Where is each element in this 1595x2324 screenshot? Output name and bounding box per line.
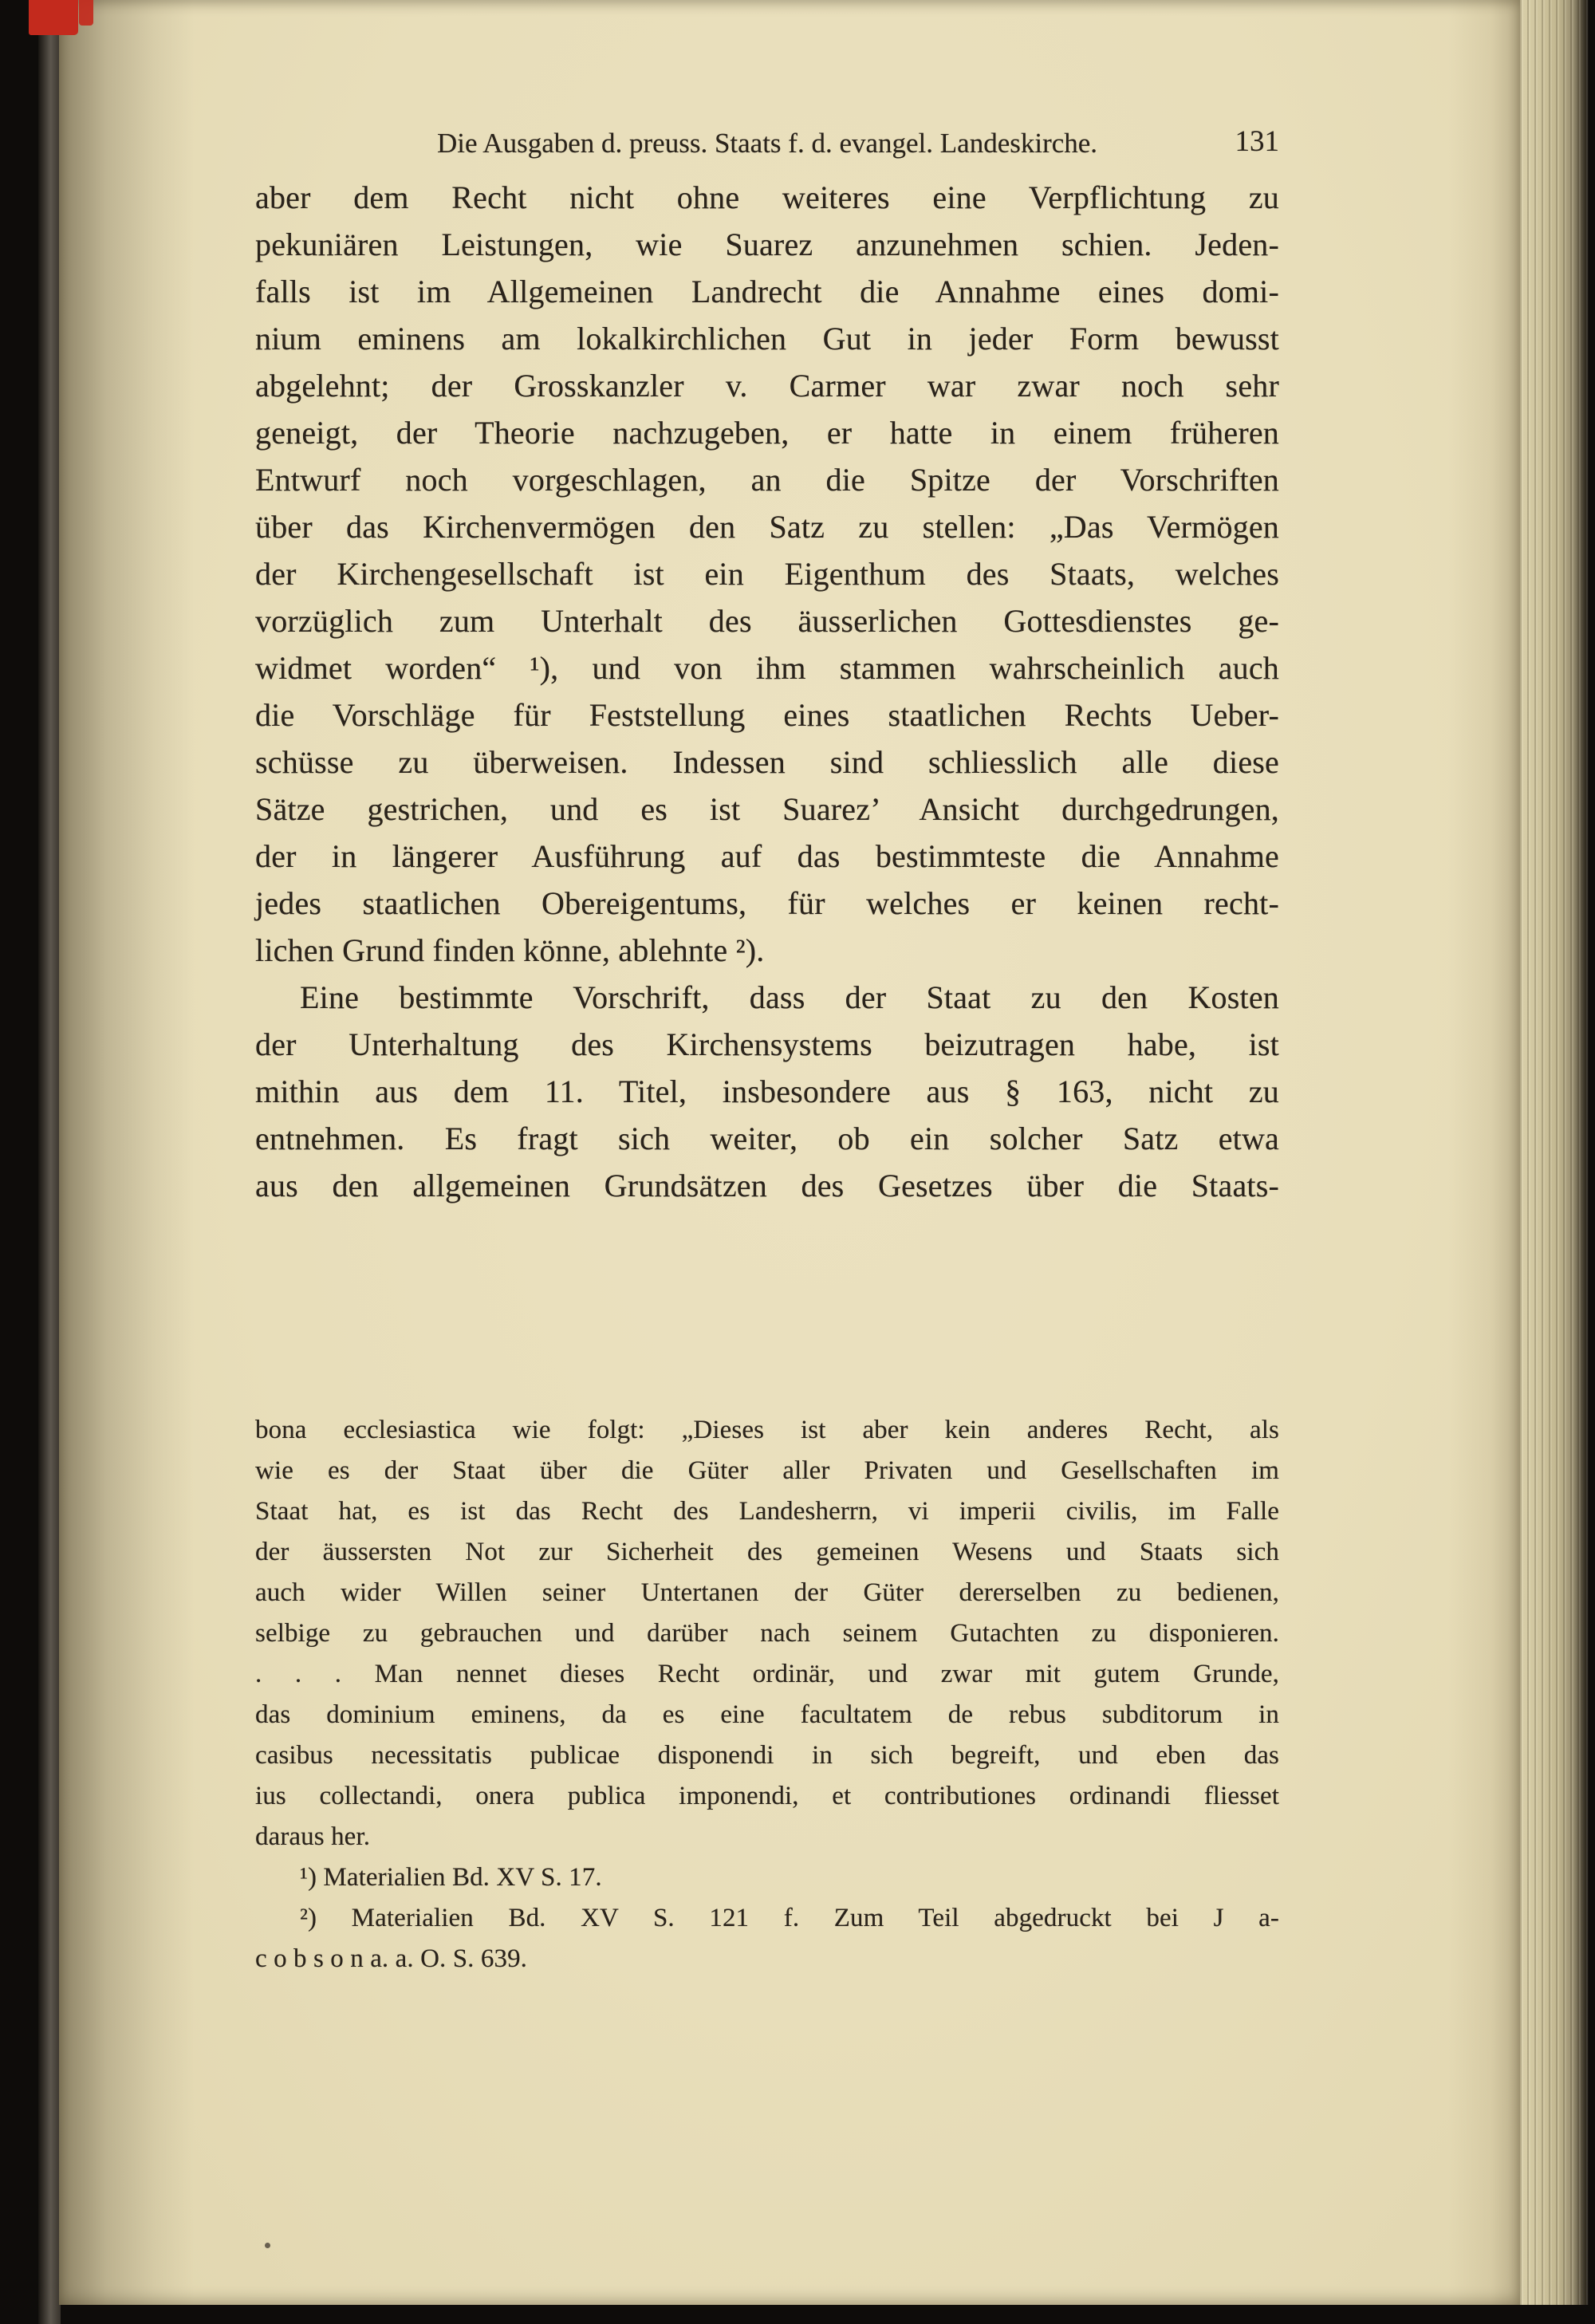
running-header bbox=[255, 126, 1279, 163]
text-line: jedes staatlichen Obereigentums, für welches er keinen recht- bbox=[255, 885, 1279, 921]
text-line: schüsse zu überweisen. Indessen sind schliesslich alle diese bbox=[255, 744, 1279, 780]
text-line: über das Kirchenvermögen den Satz zu stellen: „Das Vermögen bbox=[255, 509, 1279, 545]
text-line: Staat hat, es ist das Recht des Landesherrn, vi imperii civilis, im Falle bbox=[255, 1497, 1279, 1526]
text-line: wie es der Staat über die Güter aller Privaten und Gesellschaften im bbox=[255, 1456, 1279, 1485]
text-line: der Kirchengesellschaft ist ein Eigenthum des Staats, welches bbox=[255, 556, 1279, 592]
red-marker bbox=[29, 0, 78, 35]
text-line: das dominium eminens, da es eine facultatem de rebus subditorum in bbox=[255, 1700, 1279, 1729]
text-line: falls ist im Allgemeinen Landrecht die Annahme eines domi- bbox=[255, 274, 1279, 309]
text-line: lichen Grund finden könne, ablehnte ²). bbox=[255, 932, 765, 968]
text-line: pekuniären Leistungen, wie Suarez anzunehmen schien. Jeden- bbox=[255, 226, 1279, 262]
text-line: Sätze gestrichen, und es ist Suarez’ Ansicht durchgedrungen, bbox=[255, 791, 1279, 827]
text-line: abgelehnt; der Grosskanzler v. Carmer war zwar noch sehr bbox=[255, 368, 1279, 404]
text-line: Eine bestimmte Vorschrift, dass der Staat zu den Kosten bbox=[300, 979, 1279, 1015]
text-line: aber dem Recht nicht ohne weiteres eine Verpflichtung zu bbox=[255, 179, 1279, 215]
text-line: nium eminens am lokalkirchlichen Gut in jeder Form bewusst bbox=[255, 321, 1279, 356]
text-line: der in längerer Ausführung auf das bestimmteste die Annahme bbox=[255, 838, 1279, 874]
text-line: bona ecclesiastica wie folgt: „Dieses ist aber kein anderes Recht, als bbox=[255, 1416, 1279, 1444]
text-line: casibus necessitatis publicae disponendi in sich begreift, und eben das bbox=[255, 1741, 1279, 1770]
page-curve-shadow bbox=[1448, 0, 1520, 2305]
text-line: ¹) Materialien Bd. XV S. 17. bbox=[300, 1863, 602, 1892]
text-line: auch wider Willen seiner Untertanen der Güter dererselben zu bedienen, bbox=[255, 1578, 1279, 1607]
text-line: vorzüglich zum Unterhalt des äusserlichen Gottesdienstes ge- bbox=[255, 603, 1279, 639]
text-line: die Vorschläge für Feststellung eines staatlichen Rechts Ueber- bbox=[255, 697, 1279, 733]
text-line: entnehmen. Es fragt sich weiter, ob ein solcher Satz etwa bbox=[255, 1121, 1279, 1156]
page-number: 131 bbox=[1235, 125, 1279, 158]
book-page bbox=[59, 0, 1520, 2305]
red-marker-small bbox=[79, 0, 93, 26]
gutter-shadow bbox=[59, 0, 195, 2305]
footnote-text bbox=[255, 1410, 1279, 1979]
text-line: ius collectandi, onera publica imponendi, et contributiones ordinandi fliesset bbox=[255, 1782, 1279, 1810]
text-line: ²) Materialien Bd. XV S. 121 f. Zum Teil abgedruckt bei J a- bbox=[300, 1904, 1279, 1932]
text-line: der äussersten Not zur Sicherheit des gemeinen Wesens und Staats sich bbox=[255, 1538, 1279, 1566]
text-line: selbige zu gebrauchen und darüber nach seinem Gutachten zu disponieren. bbox=[255, 1619, 1279, 1648]
text-line: . . . Man nennet dieses Recht ordinär, und zwar mit gutem Grunde, bbox=[255, 1660, 1279, 1688]
header-title: Die Ausgaben d. preuss. Staats f. d. evangel. Landeskirche. bbox=[436, 128, 1098, 159]
page-edge-stack bbox=[1520, 0, 1589, 2305]
text-line: c o b s o n a. a. O. S. 639. bbox=[255, 1944, 528, 1973]
scan-speck bbox=[265, 2243, 270, 2248]
text-line: der Unterhaltung des Kirchensystems beizutragen habe, ist bbox=[255, 1026, 1279, 1062]
text-line: mithin aus dem 11. Titel, insbesondere aus § 163, nicht zu bbox=[255, 1073, 1279, 1109]
text-line: daraus her. bbox=[255, 1822, 371, 1851]
text-line: widmet worden“ ¹), und von ihm stammen wahrscheinlich auch bbox=[255, 650, 1279, 686]
text-line: Entwurf noch vorgeschlagen, an die Spitze der Vorschriften bbox=[255, 462, 1279, 498]
left-page-edge bbox=[38, 0, 61, 2324]
body-text bbox=[255, 174, 1279, 1209]
text-line: aus den allgemeinen Grundsätzen des Gesetzes über die Staats- bbox=[255, 1168, 1279, 1203]
text-line: geneigt, der Theorie nachzugeben, er hatte in einem früheren bbox=[255, 415, 1279, 451]
